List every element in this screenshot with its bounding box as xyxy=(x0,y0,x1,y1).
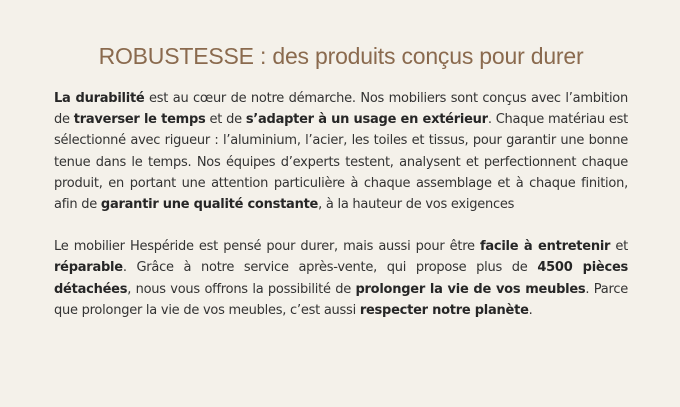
bold-phrase: réparable xyxy=(54,260,123,276)
bold-phrase: s’adapter à un usage en extérieur xyxy=(245,112,488,128)
bold-phrase: garantir une qualité constante xyxy=(100,197,319,213)
section-heading xyxy=(54,0,628,72)
text-run: , à la hauteur de vos exigences xyxy=(318,197,515,213)
bold-phrase: 4500 pièces détachées xyxy=(54,260,628,297)
text-run: . xyxy=(528,302,533,318)
text-run: . Parce que prolonger la vie de vos meubles, c’est aussi xyxy=(54,281,628,318)
text-run: , nous vous offrons la possibilité de xyxy=(127,281,356,297)
bold-phrase: prolonger la vie de vos meubles xyxy=(355,281,586,297)
heading-keyword: ROBUSTESSE xyxy=(98,43,254,69)
bold-phrase: respecter notre planète xyxy=(359,302,529,318)
heading-subtitle: : des produits conçus pour durer xyxy=(253,43,584,69)
text-run: et de xyxy=(205,112,246,128)
bold-phrase: La durabilité xyxy=(54,91,145,106)
durability-paragraph xyxy=(54,88,628,215)
text-run: Le mobilier Hespéride est pensé pour durer, mais aussi pour être xyxy=(54,239,480,255)
text-run: est au cœur de notre démarche. Nos mobiliers sont conçus avec l’ambition de xyxy=(54,91,628,128)
bold-phrase: traverser le temps xyxy=(73,112,206,128)
text-run: . Grâce à notre service après-vente, qui propose plus de xyxy=(122,260,538,276)
repairability-paragraph xyxy=(54,236,628,321)
bold-phrase: facile à entretenir xyxy=(479,239,611,255)
text-run: . Chaque matériau est sélectionné avec rigueur : l’aluminium, l’acier, les toiles et tissus, pour garantir une bonne tenue dans le temps. Nos équipes d’experts testent, analysent et perfectionnent chaque produit, en portant une attention particulière à chaque assemblage et à chaque finition, afin de xyxy=(54,112,628,213)
text-run: et xyxy=(610,239,628,255)
